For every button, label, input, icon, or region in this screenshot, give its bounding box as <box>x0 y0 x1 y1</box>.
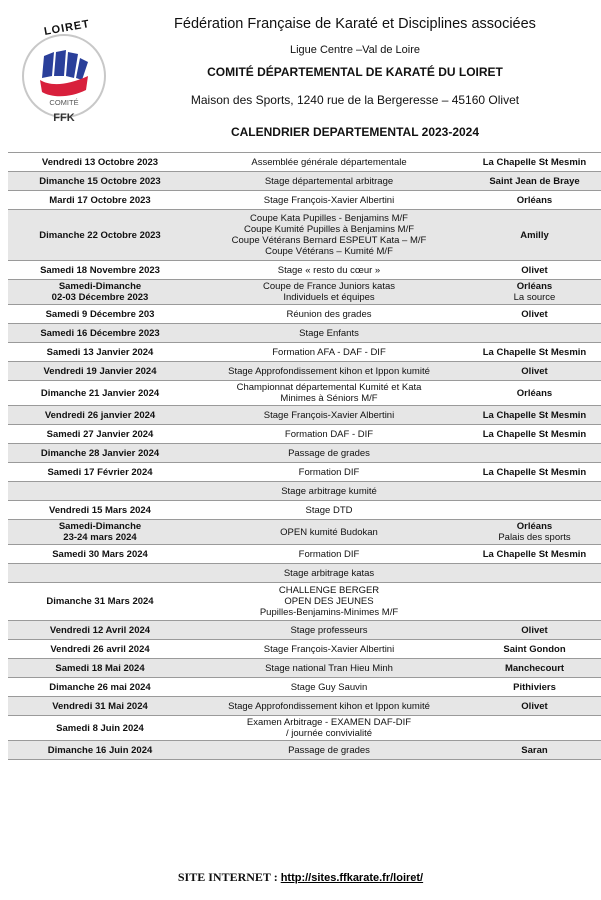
event-place <box>466 153 601 172</box>
logo-sub-text: COMITÉ <box>49 98 79 107</box>
event-place <box>466 621 601 640</box>
calendar-row <box>8 545 601 564</box>
event-date: Dimanche 26 mai 2024 <box>8 678 192 697</box>
calendar-row <box>8 210 601 261</box>
event-place <box>466 640 601 659</box>
calendar-row <box>8 640 601 659</box>
committee-name: COMITÉ DÉPARTEMENTAL DE KARATÉ DU LOIRET <box>207 65 503 79</box>
event-name: Passage de grades <box>192 444 466 463</box>
calendar-row <box>8 343 601 362</box>
calendar-row <box>8 425 601 444</box>
event-place-name: La Chapelle St Mesmin <box>482 156 587 168</box>
event-name: Formation DAF - DIF <box>192 425 466 444</box>
event-place <box>466 716 601 741</box>
event-place-detail: Palais des sports <box>498 532 571 543</box>
event-name: Stage Guy Sauvin <box>192 678 466 697</box>
event-place-detail: La source <box>513 292 556 303</box>
event-date: Samedi 27 Janvier 2024 <box>8 425 192 444</box>
event-place <box>466 678 601 697</box>
event-date: Samedi 8 Juin 2024 <box>8 716 192 741</box>
event-date: Dimanche 15 Octobre 2023 <box>8 172 192 191</box>
event-name: Stage arbitrage katas <box>192 564 466 583</box>
ffk-loiret-logo <box>14 14 118 126</box>
event-place <box>466 280 601 305</box>
event-date: Samedi 18 Novembre 2023 <box>8 261 192 280</box>
event-name: Réunion des grades <box>192 305 466 324</box>
event-date: Vendredi 15 Mars 2024 <box>8 501 192 520</box>
event-place-name: Olivet <box>521 700 548 712</box>
event-place <box>466 545 601 564</box>
event-place <box>466 425 601 444</box>
event-date <box>8 482 192 501</box>
event-name: Coupe Kata Pupilles - Benjamins M/F Coupe Kumité Pupilles à Benjamins M/F Coupe Vétérans Bernard ESPEUT Kata – M/F Coupe Vétérans – Kumité M/F <box>192 210 466 261</box>
event-place-name: Olivet <box>521 365 548 377</box>
calendar-row <box>8 381 601 406</box>
calendar-row <box>8 678 601 697</box>
calendar-row <box>8 406 601 425</box>
event-place-name: La Chapelle St Mesmin <box>482 346 587 358</box>
event-place <box>466 659 601 678</box>
event-date: Samedi-Dimanche 23-24 mars 2024 <box>8 520 192 545</box>
event-place-name: Saint Jean de Braye <box>489 175 580 187</box>
event-date: Samedi 17 Février 2024 <box>8 463 192 482</box>
event-place-name: Saint Gondon <box>503 643 566 655</box>
event-date: Dimanche 22 Octobre 2023 <box>8 210 192 261</box>
event-place-name: Olivet <box>521 624 548 636</box>
event-place-name: Amilly <box>520 229 549 241</box>
calendar-row <box>8 520 601 545</box>
logo-top-text: LOIRET <box>43 18 91 38</box>
event-place <box>466 343 601 362</box>
event-date: Dimanche 21 Janvier 2024 <box>8 381 192 406</box>
event-name: Stage « resto du cœur » <box>192 261 466 280</box>
event-date: Mardi 17 Octobre 2023 <box>8 191 192 210</box>
event-name: Stage DTD <box>192 501 466 520</box>
event-name: Stage Enfants <box>192 324 466 343</box>
event-date: Dimanche 28 Janvier 2024 <box>8 444 192 463</box>
logo-ffk-text: FFK <box>53 112 75 124</box>
calendar-row <box>8 659 601 678</box>
event-place <box>466 305 601 324</box>
calendar-row <box>8 741 601 760</box>
calendar-row <box>8 444 601 463</box>
event-name: Stage François-Xavier Albertini <box>192 191 466 210</box>
calendar-row <box>8 463 601 482</box>
site-label: SITE INTERNET : <box>177 870 278 884</box>
event-place <box>466 741 601 760</box>
calendar-row <box>8 697 601 716</box>
event-place <box>466 324 601 343</box>
calendar-row <box>8 153 601 172</box>
event-name: OPEN kumité Budokan <box>192 520 466 545</box>
event-place-name: La Chapelle St Mesmin <box>482 409 587 421</box>
event-place <box>466 172 601 191</box>
event-name: Formation DIF <box>192 463 466 482</box>
calendar-table <box>8 152 601 760</box>
event-name: Stage François-Xavier Albertini <box>192 640 466 659</box>
event-name: Stage Approfondissement kihon et Ippon kumité <box>192 362 466 381</box>
event-place <box>466 362 601 381</box>
event-place <box>466 210 601 261</box>
karate-fist-icon <box>36 50 96 100</box>
event-date: Vendredi 12 Avril 2024 <box>8 621 192 640</box>
event-name: Stage Approfondissement kihon et Ippon kumité <box>192 697 466 716</box>
event-place <box>466 501 601 520</box>
event-name: Championnat départemental Kumité et Kata Minimes à Séniors M/F <box>192 381 466 406</box>
federation-title: Fédération Française de Karaté et Disciplines associées <box>174 16 536 32</box>
calendar-row <box>8 621 601 640</box>
event-date <box>8 564 192 583</box>
event-date: Vendredi 31 Mai 2024 <box>8 697 192 716</box>
event-place <box>466 697 601 716</box>
event-name: Coupe de France Juniors katas Individuels et équipes <box>192 280 466 305</box>
event-place-name: Olivet <box>521 308 548 320</box>
event-place-name: La Chapelle St Mesmin <box>482 548 587 560</box>
event-date: Samedi 9 Décembre 203 <box>8 305 192 324</box>
event-name: Passage de grades <box>192 741 466 760</box>
event-place-name: La Chapelle St Mesmin <box>482 428 587 440</box>
committee-address: Maison des Sports, 1240 rue de la Bergeresse – 45160 Olivet <box>190 93 520 107</box>
event-name: Stage François-Xavier Albertini <box>192 406 466 425</box>
event-date: Samedi 16 Décembre 2023 <box>8 324 192 343</box>
event-date: Dimanche 16 Juin 2024 <box>8 741 192 760</box>
event-place-name: Orléans <box>516 194 553 206</box>
calendar-row <box>8 564 601 583</box>
calendar-row <box>8 362 601 381</box>
event-place <box>466 406 601 425</box>
calendar-row <box>8 261 601 280</box>
event-name: Stage arbitrage kumité <box>192 482 466 501</box>
calendar-row <box>8 305 601 324</box>
event-place-name: Orléans <box>516 521 553 532</box>
event-name: Assemblée générale départementale <box>192 153 466 172</box>
event-date: Samedi 18 Mai 2024 <box>8 659 192 678</box>
event-place <box>466 520 601 545</box>
event-place <box>466 261 601 280</box>
event-date: Samedi 13 Janvier 2024 <box>8 343 192 362</box>
event-place-name: La Chapelle St Mesmin <box>482 466 587 478</box>
event-date: Dimanche 31 Mars 2024 <box>8 583 192 621</box>
calendar-row <box>8 716 601 741</box>
footer <box>0 870 601 885</box>
calendar-row <box>8 324 601 343</box>
event-place <box>466 191 601 210</box>
calendar-row <box>8 501 601 520</box>
event-place-name: Manchecourt <box>504 662 565 674</box>
event-place <box>466 482 601 501</box>
event-place <box>466 444 601 463</box>
calendar-body <box>8 153 601 760</box>
event-date: Vendredi 26 avril 2024 <box>8 640 192 659</box>
event-place <box>466 381 601 406</box>
calendar-row <box>8 172 601 191</box>
event-name: Examen Arbitrage - EXAMEN DAF-DIF / journée convivialité <box>192 716 466 741</box>
event-date: Vendredi 26 janvier 2024 <box>8 406 192 425</box>
event-name: Stage professeurs <box>192 621 466 640</box>
event-place-name: Saran <box>521 744 548 756</box>
event-date: Vendredi 19 Janvier 2024 <box>8 362 192 381</box>
event-place-name: Orléans <box>516 387 553 399</box>
event-place <box>466 583 601 621</box>
event-name: Stage départemental arbitrage <box>192 172 466 191</box>
league-name: Ligue Centre –Val de Loire <box>289 44 421 56</box>
calendar-row <box>8 583 601 621</box>
calendar-row <box>8 482 601 501</box>
event-name: Formation DIF <box>192 545 466 564</box>
event-date: Samedi-Dimanche 02-03 Décembre 2023 <box>8 280 192 305</box>
event-place-name: Orléans <box>516 281 553 292</box>
event-date: Samedi 30 Mars 2024 <box>8 545 192 564</box>
event-place <box>466 463 601 482</box>
calendar-row <box>8 191 601 210</box>
event-name: CHALLENGE BERGER OPEN DES JEUNES Pupilles-Benjamins-Minimes M/F <box>192 583 466 621</box>
event-name: Stage national Tran Hieu Minh <box>192 659 466 678</box>
event-name: Formation AFA - DAF - DIF <box>192 343 466 362</box>
calendar-title: CALENDRIER DEPARTEMENTAL 2023-2024 <box>230 125 480 139</box>
event-place-name: Olivet <box>521 264 548 276</box>
event-place-name: Pithiviers <box>513 681 556 693</box>
event-date: Vendredi 13 Octobre 2023 <box>8 153 192 172</box>
calendar-row <box>8 280 601 305</box>
event-place <box>466 564 601 583</box>
site-link[interactable]: http://sites.ffkarate.fr/loiret/ <box>280 872 424 884</box>
